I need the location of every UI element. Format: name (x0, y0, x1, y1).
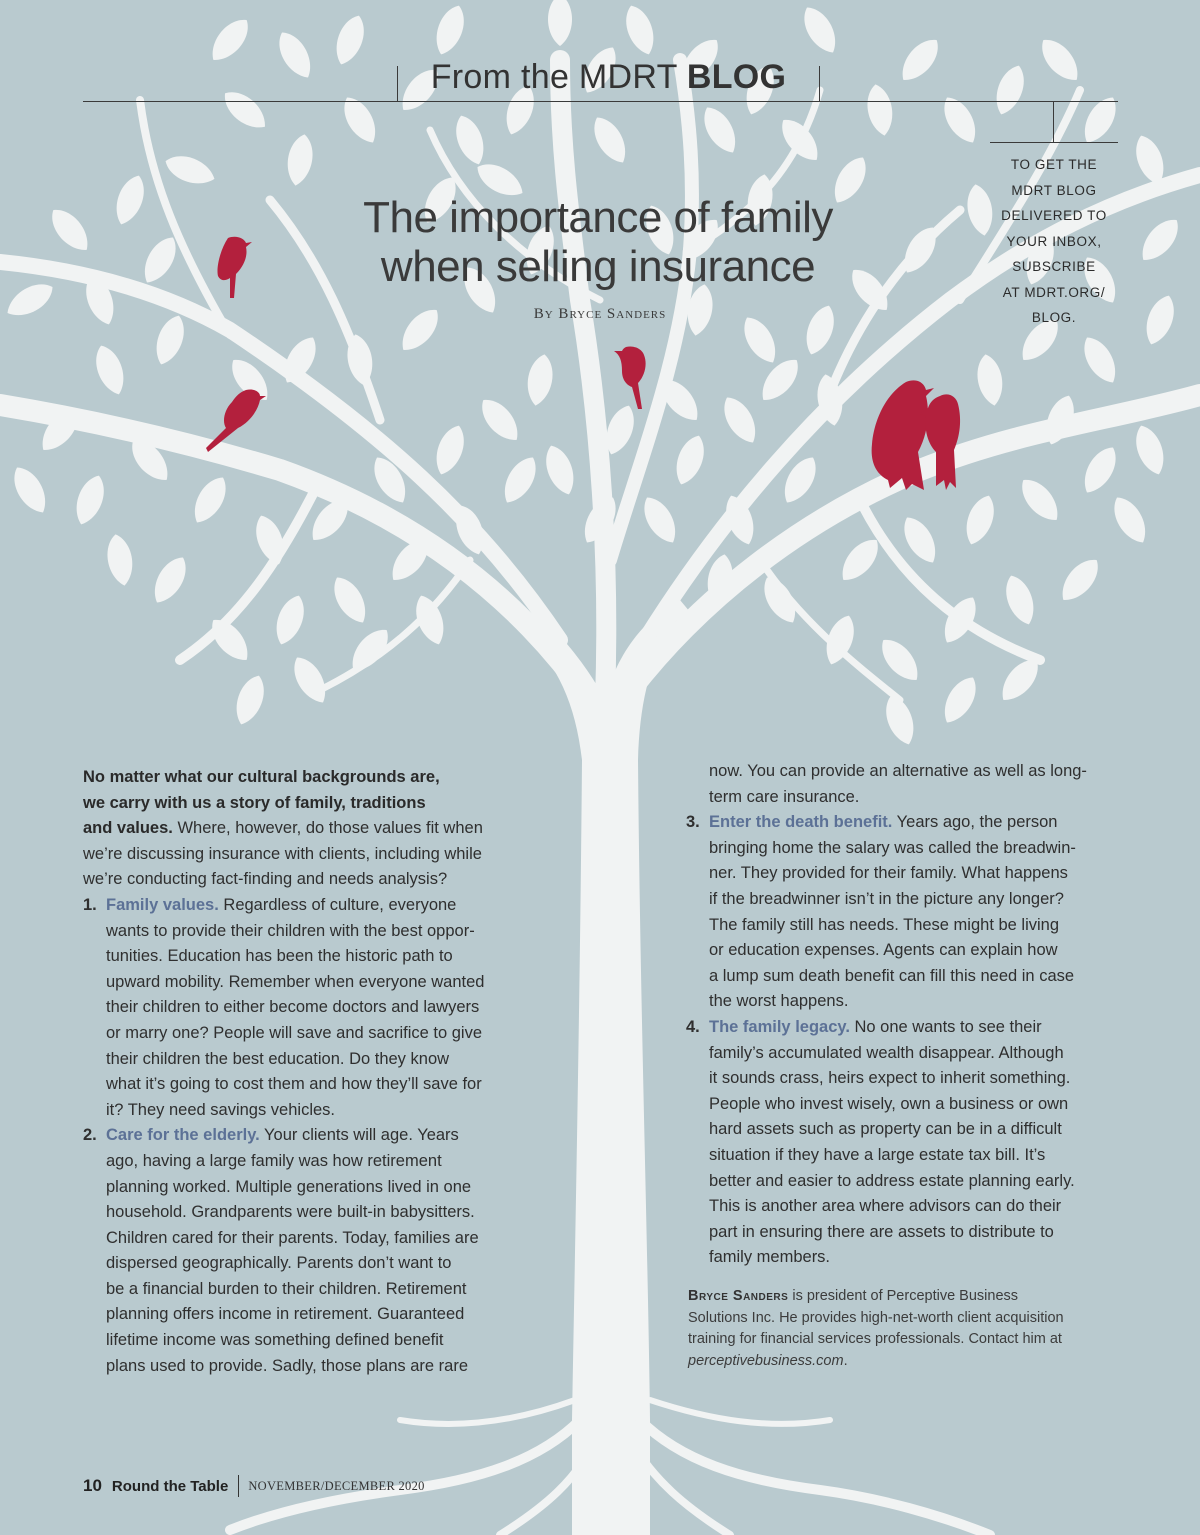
branch-center (560, 60, 606, 700)
body-text: Your clients will age. Years (259, 1126, 459, 1145)
subscribe-note-line: AT MDRT.ORG/ (1002, 284, 1106, 300)
body-text: the worst happens. (709, 992, 849, 1011)
byline: By Bryce Sanders (533, 306, 667, 322)
article-title-line: when selling insurance (380, 242, 816, 291)
list-number: 2. (83, 1126, 97, 1145)
leaf-shape (697, 101, 744, 158)
list-item-term: The family legacy. (709, 1017, 850, 1036)
body-text-line (686, 1066, 1121, 1092)
body-text: household. Grandparents were built-in babysitters. (106, 1203, 475, 1222)
leaf-shape (450, 111, 490, 168)
body-text-line (83, 995, 518, 1021)
body-text-line (686, 1143, 1121, 1169)
body-text: it? They need savings vehicles. (106, 1100, 335, 1119)
subscribe-note-line: MDRT BLOG (1011, 182, 1097, 198)
leaf-shape (147, 551, 194, 608)
body-text: tunities. Education has been the historic path to (106, 947, 453, 966)
list-item-heading (686, 810, 1121, 836)
bird-1 (217, 237, 252, 298)
leaf-shape (960, 491, 1000, 548)
body-text-line (83, 970, 518, 996)
lead-in-text: No matter what our cultural backgrounds are, (83, 768, 440, 786)
leaf-shape (1130, 421, 1170, 478)
body-text-line (686, 1245, 1121, 1271)
leaf-shape (880, 691, 920, 748)
body-text-line (686, 964, 1121, 990)
subscribe-note-line: DELIVERED TO (1001, 208, 1107, 223)
leaf-shape (524, 352, 557, 407)
leaf-shape (1, 277, 58, 324)
subscribe-note-line: YOUR INBOX, (1006, 233, 1102, 249)
magazine-name: Round the Table (111, 1477, 229, 1495)
leaf-shape (7, 461, 54, 518)
leaf-shape (974, 352, 1007, 407)
body-text-line (83, 1098, 518, 1124)
body-text-line (83, 1277, 518, 1303)
body-text-line (83, 1354, 518, 1380)
leaf-shape (1107, 491, 1154, 548)
leaf-shape (104, 532, 137, 587)
section-title-prefix: From the MDRT (430, 58, 687, 96)
author-name: Bryce Sanders (688, 1288, 789, 1304)
body-text-line (83, 765, 518, 791)
article-column-left (83, 765, 518, 1379)
body-text-line (686, 861, 1121, 887)
body-text: dispersed geographically. Parents don’t want to (106, 1254, 452, 1273)
body-text: planning worked. Multiple generations lived in one (106, 1177, 472, 1196)
body-text-line (686, 836, 1121, 862)
body-text: family’s accumulated wealth disappear. Although (709, 1043, 1064, 1062)
body-text-line (686, 913, 1121, 939)
leaf-shape (187, 471, 234, 528)
body-text: Where, however, do those values fit when (172, 819, 483, 838)
body-text-line (686, 1169, 1121, 1195)
body-text-line (686, 887, 1121, 913)
bird-3 (614, 346, 646, 409)
body-text-line (83, 919, 518, 945)
body-text-line (686, 1220, 1121, 1246)
leaf-shape (217, 84, 272, 136)
body-text-line (83, 1302, 518, 1328)
body-text-line (83, 816, 518, 842)
list-number: 4. (686, 1017, 700, 1036)
article-column-right (686, 759, 1121, 1271)
body-text: it sounds crass, heirs expect to inherit something. (709, 1069, 1071, 1088)
list-item-heading (83, 893, 518, 919)
leaf-shape (754, 352, 806, 407)
body-text-line (83, 1021, 518, 1047)
body-text-line (83, 1047, 518, 1073)
list-number: 3. (686, 813, 700, 832)
body-text: part in ensuring there are assets to distribute to (709, 1222, 1054, 1241)
body-text-line (686, 1194, 1121, 1220)
leaf-shape (1077, 331, 1124, 388)
body-text-line (686, 785, 1121, 811)
bird-2 (206, 389, 266, 452)
body-text: or marry one? People will save and sacrifice to give (106, 1023, 483, 1042)
lead-in-text: and values. (83, 819, 173, 838)
leaf-shape (272, 26, 319, 83)
header-divider-right (819, 66, 820, 102)
body-text: plans used to provide. Sadly, those plans are rare (106, 1356, 468, 1375)
leaf-shape (204, 12, 256, 67)
body-text: No one wants to see their (849, 1017, 1042, 1036)
body-text-line (83, 867, 518, 893)
body-text-line (686, 938, 1121, 964)
leaf-shape (637, 491, 684, 548)
page-number: 10 (83, 1476, 102, 1495)
body-text: ago, having a large family was how retirement (106, 1151, 442, 1170)
body-text-line (83, 1328, 518, 1354)
body-text: now. You can provide an alternative as well as long- (709, 762, 1087, 780)
leaf-shape (587, 111, 634, 168)
list-item-term: Care for the elderly. (106, 1126, 260, 1145)
list-item-heading (686, 1015, 1121, 1041)
leaf-shape (757, 571, 804, 628)
body-text-line (83, 1200, 518, 1226)
article-title (300, 193, 896, 291)
article-title-line: The importance of family (363, 193, 833, 242)
body-text: upward mobility. Remember when everyone wanted (106, 972, 485, 991)
body-text: Regardless of culture, everyone (218, 895, 457, 914)
body-text-line (83, 791, 518, 817)
leaf-shape (284, 132, 317, 187)
leaf-shape (1014, 472, 1066, 527)
leaf-shape (270, 591, 310, 648)
body-text: Children cared for their parents. Today, families are (106, 1228, 479, 1247)
leaf-shape (990, 61, 1030, 118)
body-text-line (686, 1092, 1121, 1118)
body-text: family members. (709, 1248, 831, 1267)
leaf-shape (797, 1, 844, 58)
leaf-shape (894, 32, 946, 87)
body-text: lifetime income was something defined benefit (106, 1331, 444, 1350)
body-text: wants to provide their children with the best oppor- (106, 921, 475, 940)
author-website-link[interactable]: perceptivebusiness.com (688, 1352, 844, 1369)
leaf-shape (70, 471, 110, 528)
body-text: or education expenses. Agents can explain how (709, 941, 1058, 960)
leaf-shape (1134, 212, 1186, 267)
tree-trunk (520, 600, 690, 1535)
body-text: situation if they have a large estate tax bill. It’s (709, 1145, 1046, 1164)
body-text-line (83, 944, 518, 970)
body-text-line (686, 1117, 1121, 1143)
leaf-shape (874, 632, 926, 687)
list-item-term: Family values. (106, 895, 219, 914)
body-text: a lump sum death benefit can fill this need in case (709, 966, 1075, 985)
subscribe-note (990, 152, 1118, 331)
body-text: we’re conducting fact-finding and needs analysis? (83, 870, 448, 889)
leaf-shape (497, 451, 544, 508)
body-text: if the breadwinner isn’t in the picture any longer? (709, 889, 1064, 908)
body-text: hard assets such as property can be in a difficult (709, 1120, 1062, 1139)
leaf-shape (540, 441, 580, 498)
body-text: bringing home the salary was called the breadwin- (709, 838, 1076, 857)
leaf-shape (330, 11, 370, 68)
sidebar-divider-vertical (1053, 101, 1054, 143)
footer-divider (238, 1475, 239, 1497)
leaf-shape (548, 0, 572, 46)
section-title (398, 58, 819, 97)
bio-text: training for financial services professionals. Contact him at (688, 1331, 1062, 1347)
section-title-emphasis: BLOG (686, 58, 787, 96)
body-text-line (83, 1149, 518, 1175)
list-number: 1. (83, 895, 97, 914)
header-rule (83, 101, 1118, 102)
body-text-line (686, 1041, 1121, 1067)
leaf-shape (150, 311, 190, 368)
leaf-shape (800, 301, 840, 358)
body-text-line (686, 759, 1121, 785)
body-text-line (83, 1251, 518, 1277)
leaf-shape (1034, 32, 1086, 87)
body-text-line (686, 989, 1121, 1015)
leaf-shape (774, 112, 826, 167)
leaf-shape (161, 150, 218, 190)
leaf-shape (230, 671, 270, 728)
leaf-shape (287, 651, 334, 708)
leaf-shape (474, 392, 526, 447)
body-text: be a financial burden to their children. Retirement (106, 1279, 467, 1298)
body-text-line (83, 1226, 518, 1252)
body-text-line (83, 842, 518, 868)
subscribe-note-line: BLOG. (1031, 310, 1077, 325)
leaf-shape (1000, 571, 1040, 628)
body-text: This is another area where advisors can do their (709, 1197, 1062, 1216)
lead-in-text: we carry with us a story of family, traditions (83, 793, 426, 812)
bio-text: . (843, 1352, 848, 1369)
page-footer (83, 1474, 425, 1498)
leaf-shape (327, 571, 374, 628)
body-text: their children the best education. Do they know (106, 1049, 450, 1068)
body-text: The family still has needs. These might be living (709, 915, 1060, 934)
leaf-shape (620, 1, 660, 58)
leaf-shape (90, 341, 130, 398)
list-item-heading (83, 1123, 518, 1149)
issue-date: NOVEMBER/DECEMBER 2020 (248, 1478, 425, 1493)
author-bio (688, 1286, 1128, 1372)
body-text: we’re discussing insurance with clients, including while (83, 844, 482, 863)
leaf-shape (1054, 552, 1106, 607)
body-text: better and easier to address estate planning early. (709, 1171, 1075, 1190)
subscribe-note-line: SUBSCRIBE (1012, 259, 1096, 274)
leaf-shape (937, 671, 984, 728)
leaf-shape (430, 421, 470, 478)
body-text: planning offers income in retirement. Guaranteed (106, 1305, 465, 1324)
body-text-line (83, 1175, 518, 1201)
leaf-shape (1077, 441, 1124, 498)
bio-text: is president of Perceptive Business (788, 1288, 1019, 1304)
leaf-shape (430, 1, 470, 58)
body-text: term care insurance. (709, 787, 860, 806)
body-text: Years ago, the person (892, 813, 1058, 832)
list-item-term: Enter the death benefit. (709, 813, 893, 832)
leaf-shape (864, 82, 897, 137)
body-text: their children to either become doctors and lawyers (106, 998, 480, 1017)
body-text: what it’s going to cost them and how they’ll save for (106, 1075, 482, 1094)
subscribe-note-line: TO GET THE (1010, 157, 1098, 172)
body-text-line (83, 1072, 518, 1098)
leaf-shape (1140, 291, 1180, 348)
leaf-shape (44, 202, 96, 257)
sidebar-divider-horizontal (990, 142, 1118, 143)
leaf-shape (717, 391, 764, 448)
body-text: People who invest wisely, own a business or own (709, 1094, 1069, 1113)
leaf-shape (110, 171, 150, 228)
body-text: ner. They provided for their family. What happens (709, 864, 1068, 883)
bio-text: Solutions Inc. He provides high-net-worth client acquisition (688, 1309, 1064, 1326)
leaf-shape (670, 431, 710, 488)
